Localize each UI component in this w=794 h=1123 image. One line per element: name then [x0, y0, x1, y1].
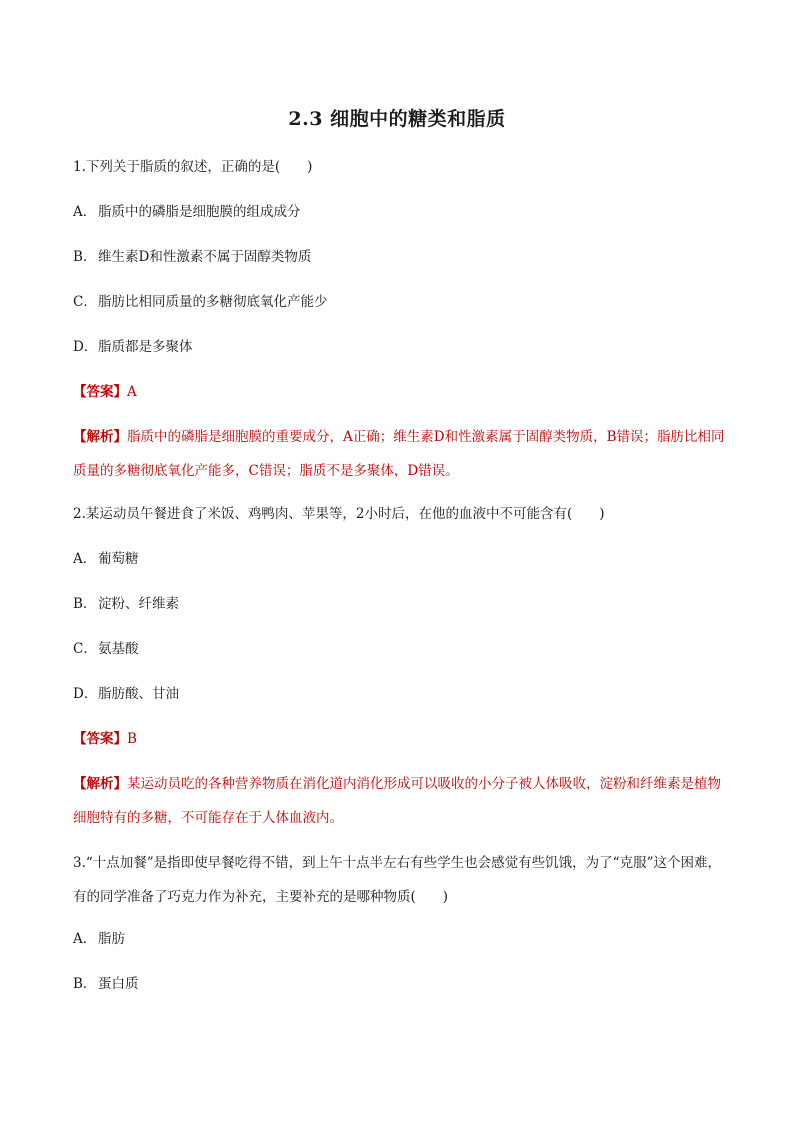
page-title: 2.3 细胞中的糖类和脂质 [288, 108, 506, 130]
question-2-analysis [73, 767, 733, 835]
question-1-option-a [73, 202, 733, 222]
option-label: A． [73, 931, 97, 947]
option-text: 淀粉、纤维素 [98, 596, 179, 612]
answer-tag: 【答案】 [73, 384, 127, 400]
option-text: 氨基酸 [98, 641, 139, 657]
question-2-option-a [73, 549, 733, 569]
option-text: 蛋白质 [98, 976, 139, 992]
option-label: A． [73, 204, 97, 220]
option-label: B． [73, 249, 97, 265]
question-2-option-c [73, 639, 733, 659]
option-label: C． [73, 294, 97, 310]
option-text: 脂肪酸、甘油 [98, 686, 179, 702]
question-1-analysis [73, 420, 733, 488]
option-label: C． [73, 641, 97, 657]
option-text: 维生素D和性激素不属于固醇类物质 [98, 249, 312, 265]
option-label: A． [73, 551, 97, 567]
question-1-option-c [73, 292, 733, 312]
answer-tag: 【答案】 [73, 731, 127, 747]
analysis-tag: 【解析】 [73, 429, 127, 445]
question-2-answer [73, 729, 733, 749]
question-3-option-a [73, 929, 733, 949]
question-3-stem: 3.“十点加餐”是指即使早餐吃得不错，到上午十点半左右有些学生也会感觉有些饥饿，为了“克服”这个困难，有的同学准备了巧克力作为补充，主要补充的是哪种物质( ) [73, 855, 721, 905]
question-1-option-d [73, 337, 733, 357]
question-2-option-d [73, 684, 733, 704]
question-1-answer [73, 382, 733, 402]
option-text: 脂质中的磷脂是细胞膜的组成成分 [98, 204, 301, 220]
answer-value: A [127, 384, 137, 400]
answer-value: B [127, 731, 137, 747]
option-text: 脂肪比相同质量的多糖彻底氧化产能少 [98, 294, 328, 310]
question-2-option-b [73, 594, 733, 614]
question-1-option-b [73, 247, 733, 267]
option-text: 脂质都是多聚体 [98, 339, 193, 355]
option-text: 葡萄糖 [98, 551, 139, 567]
option-label: B． [73, 596, 97, 612]
question-2-stem: 2.某运动员午餐进食了米饭、鸡鸭肉、苹果等，2小时后，在他的血液中不可能含有( ) [73, 506, 605, 522]
option-label: B． [73, 976, 97, 992]
question-1-stem: 1.下列关于脂质的叙述，正确的是( ) [73, 159, 313, 175]
option-label: D． [73, 339, 98, 355]
question-3-option-b [73, 974, 733, 994]
analysis-tag: 【解析】 [73, 776, 127, 792]
analysis-text: 某运动员吃的各种营养物质在消化道内消化形成可以吸收的小分子被人体吸收，淀粉和纤维素是植物细胞特有的多糖，不可能存在于人体血液内。 [73, 776, 721, 826]
analysis-text: 脂质中的磷脂是细胞膜的重要成分，A正确；维生素D和性激素属于固醇类物质，B错误；脂肪比相同质量的多糖彻底氧化产能多，C错误；脂质不是多聚体，D错误。 [73, 429, 725, 479]
option-text: 脂肪 [98, 931, 125, 947]
option-label: D． [73, 686, 98, 702]
